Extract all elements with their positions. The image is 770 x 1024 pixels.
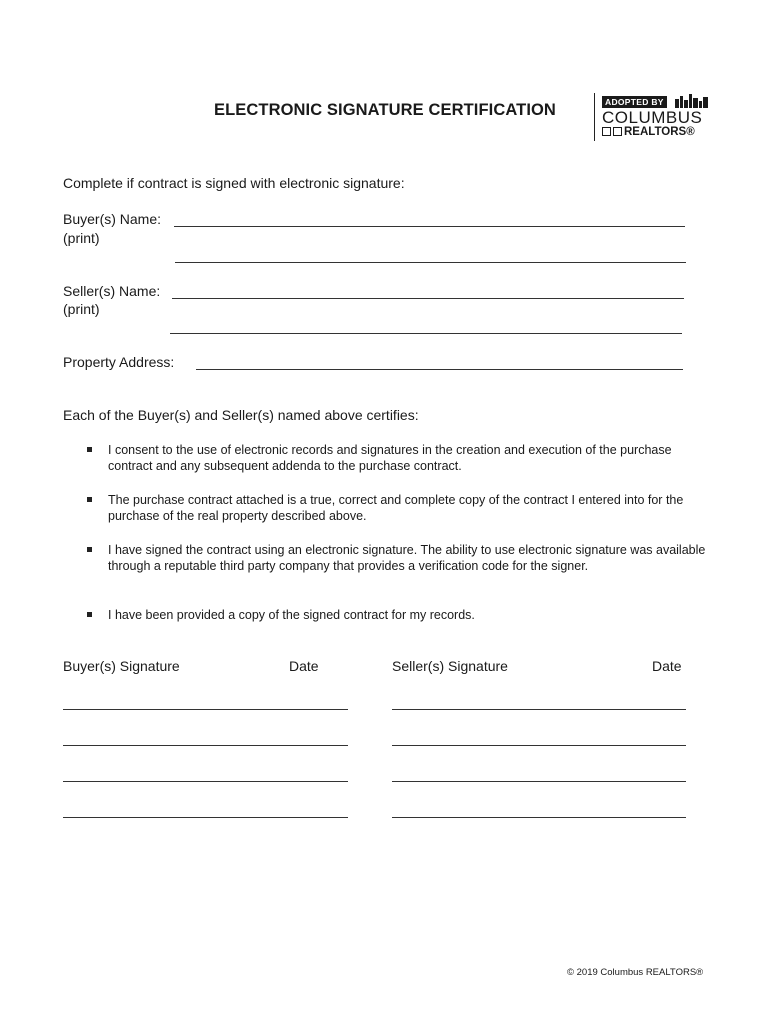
seller-signature-line[interactable] [392,709,686,710]
realtor-mark-icon [602,127,611,136]
bullet-item: I have been provided a copy of the signed contract for my records. [108,608,475,622]
logo-realtors [602,126,695,138]
logo-divider [594,93,595,141]
bullet-icon [87,497,92,502]
bullet-item: The purchase contract attached is a true, correct and complete copy of the contract I entered into for the purchase of the real property described above. [108,493,684,523]
logo-columbus: COLUMBUS [602,108,703,127]
buyer-signature-line[interactable] [63,817,348,818]
buyer-date-label: Date [289,658,319,674]
seller-signature-label: Seller(s) Signature [392,658,508,674]
seller-print-label: (print) [63,301,100,317]
logo-realtors-text: REALTORS® [624,126,695,138]
buyer-name-label: Buyer(s) Name: [63,211,162,227]
copyright-footer: © 2019 Columbus REALTORS® [567,967,704,978]
buyer-name-line-1[interactable] [174,226,685,227]
seller-date-label: Date [652,658,682,674]
logo-adopted-by: ADOPTED BY [602,96,667,108]
bullet-icon [87,447,92,452]
property-address-line[interactable] [196,369,683,370]
buyer-signature-line[interactable] [63,745,348,746]
property-address-label: Property Address: [63,354,175,370]
page-title: ELECTRONIC SIGNATURE CERTIFICATION [214,101,556,119]
seller-signature-line[interactable] [392,745,686,746]
bullet-icon [87,547,92,552]
seller-name-line-2[interactable] [170,333,682,334]
bullet-item: I consent to the use of electronic records and signatures in the creation and execution of the purchase contract and any subsequent addenda to the purchase contract. [108,443,672,473]
seller-name-line-1[interactable] [172,298,684,299]
buyer-signature-label: Buyer(s) Signature [63,658,180,674]
seller-name-label: Seller(s) Name: [63,283,161,299]
equal-housing-icon [613,127,622,136]
buyer-print-label: (print) [63,230,100,246]
buyer-name-line-2[interactable] [175,262,686,263]
seller-signature-line[interactable] [392,817,686,818]
bullet-item: I have signed the contract using an electronic signature. The ability to use electronic signature was available through a reputable third party company that provides a verification code for the signer. [108,543,706,573]
intro-text: Complete if contract is signed with electronic signature: [63,175,405,191]
bullet-icon [87,612,92,617]
buyer-signature-line[interactable] [63,709,348,710]
columbus-realtors-logo [602,94,712,142]
buyer-signature-line[interactable] [63,781,348,782]
certifies-text: Each of the Buyer(s) and Seller(s) named above certifies: [63,407,419,423]
seller-signature-line[interactable] [392,781,686,782]
skyline-icon [674,94,710,108]
